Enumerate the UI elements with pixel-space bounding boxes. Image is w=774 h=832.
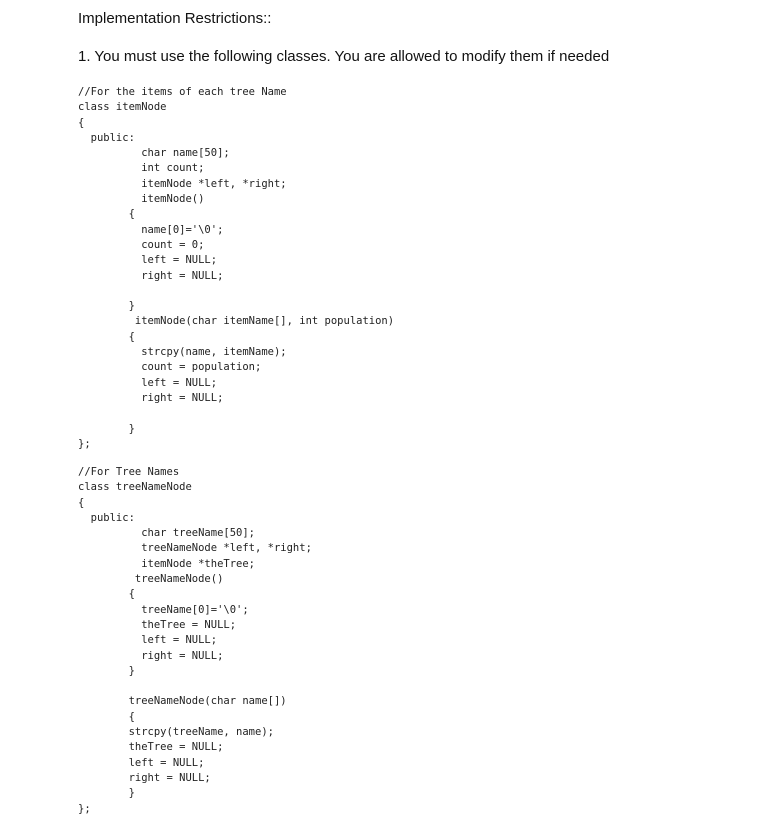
code-line: left = NULL; (78, 634, 218, 647)
restriction-heading: 1. You must use the following classes. You are allowed to modify them if needed (78, 48, 610, 65)
code-block-treenamenode (78, 465, 312, 817)
code-line: treeName[0]='\0'; (78, 603, 249, 616)
code-line: left = NULL; (78, 254, 218, 267)
code-line: }; (78, 437, 91, 450)
code-line: } (78, 787, 135, 800)
code-line: itemNode(char itemName[], int population) (78, 315, 395, 328)
code-line: right = NULL; (78, 269, 224, 282)
code-line: left = NULL; (78, 376, 218, 389)
code-line (78, 679, 312, 694)
code-line: } (78, 664, 135, 677)
code-line: } (78, 300, 135, 313)
code-line: class itemNode (78, 101, 167, 114)
code-line: theTree = NULL; (78, 741, 224, 754)
code-line: int count; (78, 162, 205, 175)
code-line (78, 284, 394, 299)
code-line: count = 0; (78, 238, 205, 251)
code-line: theTree = NULL; (78, 618, 237, 631)
code-line: right = NULL; (78, 391, 224, 404)
code-line: { (78, 588, 135, 601)
code-line: char name[50]; (78, 147, 230, 160)
code-line (78, 406, 394, 421)
code-line: { (78, 496, 85, 509)
code-line: class treeNameNode (78, 481, 192, 494)
code-line: { (78, 710, 135, 723)
code-line: treeNameNode(char name[]) (78, 695, 287, 708)
code-line: treeNameNode *left, *right; (78, 542, 312, 555)
code-line: name[0]='\0'; (78, 223, 224, 236)
code-line: { (78, 116, 85, 129)
code-line: itemNode *theTree; (78, 557, 256, 570)
code-line: strcpy(name, itemName); (78, 346, 287, 359)
code-line: //For the items of each tree Name (78, 86, 287, 98)
code-line: strcpy(treeName, name); (78, 726, 274, 739)
code-line: itemNode *left, *right; (78, 177, 287, 190)
code-line: public: (78, 131, 135, 144)
page-title: Implementation Restrictions:: (78, 10, 272, 27)
code-line: { (78, 208, 135, 221)
code-line: public: (78, 511, 135, 524)
code-line: }; (78, 802, 91, 815)
code-block-itemnode (78, 85, 394, 452)
code-line: treeNameNode() (78, 573, 224, 586)
code-line: left = NULL; (78, 756, 205, 769)
code-line: right = NULL; (78, 771, 211, 784)
code-line: } (78, 422, 135, 435)
code-line: //For Tree Names (78, 466, 180, 478)
code-line: right = NULL; (78, 649, 224, 662)
code-line: count = population; (78, 361, 262, 374)
code-line: itemNode() (78, 193, 205, 206)
code-line: char treeName[50]; (78, 527, 256, 540)
code-line: { (78, 330, 135, 343)
